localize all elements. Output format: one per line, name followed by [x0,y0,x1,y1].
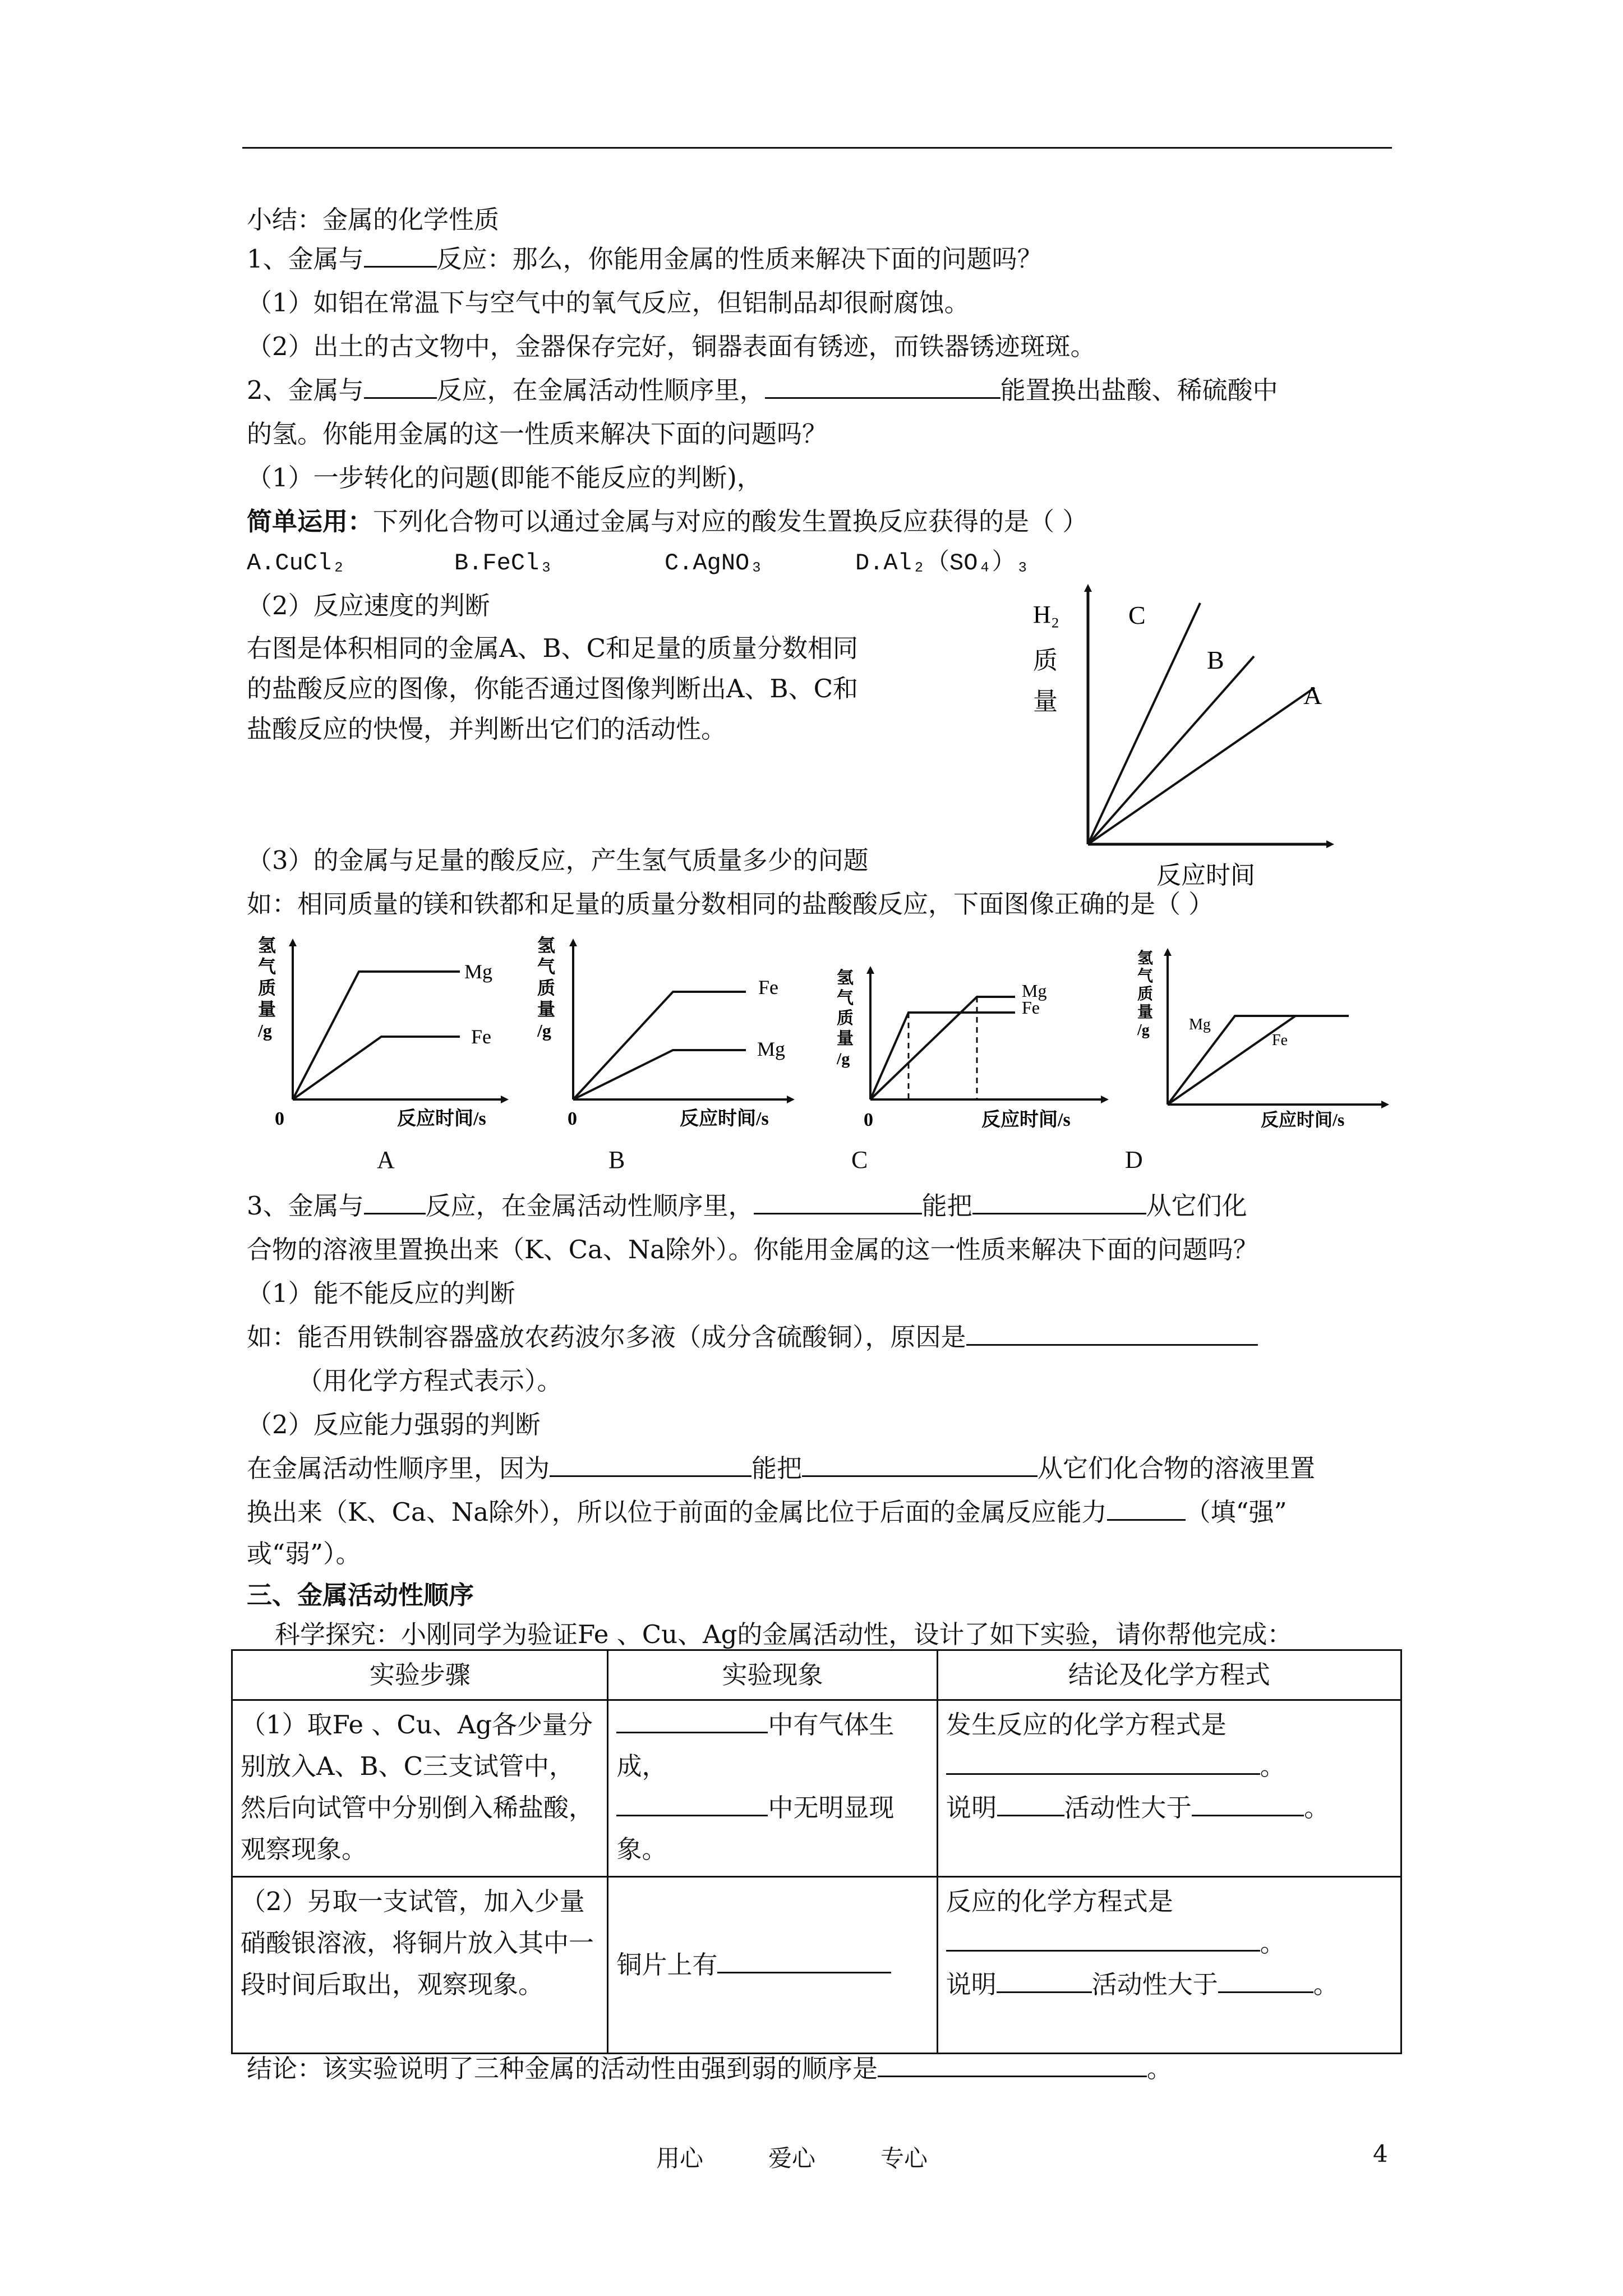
series-line-b [1088,656,1254,844]
mini-chart-b-bottom-label: Mg [757,1038,786,1060]
mini-chart-b-letter: B [608,1146,625,1174]
table-cell-conclusion: 反应的化学方程式是。 说明 活动性大于 。 [937,1877,1401,2054]
option-a[interactable]: A.CuCl₂ [247,550,346,577]
rate-chart-ylabel-h2: H₂ [1033,601,1060,628]
table-cell-step: （2）另取一支试管，加入少量硝酸银溶液，将铜片放入其中一段时间后取出，观察现象。 [232,1877,608,2054]
blank[interactable] [802,1453,1038,1477]
mini-chart-d-fe-line [1168,1016,1295,1105]
svg-text:质: 质 [537,978,556,998]
table-cell-conclusion: 发生反应的化学方程式是。 说明 活动性大于 。 [937,1700,1401,1877]
blank[interactable] [972,1190,1146,1214]
mini-chart-a-xlabel: 反应时间/s [397,1108,486,1129]
option-b[interactable]: B.FeCl₃ [454,550,554,577]
section-3-p2: （2）反应能力强弱的判断 [247,1410,541,1439]
mini-chart-b-xlabel: 反应时间/s [680,1108,769,1129]
series-label-a: A [1303,681,1322,710]
series-label-c: C [1128,601,1146,629]
section-2-p3-text: 如：相同质量的镁和铁都和足量的质量分数相同的盐酸酸反应，下面图像正确的是（ ） [247,889,1214,919]
blank[interactable] [1218,1969,1313,1993]
mini-chart-c-origin: 0 [864,1110,873,1130]
mini-chart-c-ylabel [836,969,854,1068]
rate-chart [1009,572,1357,898]
blank[interactable] [997,1969,1092,1993]
mini-chart-b-origin: 0 [568,1108,577,1129]
mini-chart-c [824,962,1116,1147]
section-2-p2-text: 右图是体积相同的金属A、B、C和足量的质量分数相同的盐酸反应的图像，你能否通过图像判断出A、B、C和盐酸反应的快慢，并判断出它们的活动性。 [247,633,858,744]
svg-text:质: 质 [258,978,276,998]
series-line-c [1088,603,1200,844]
svg-text:/g: /g [258,1020,272,1041]
svg-text:气: 气 [537,956,556,977]
section-3-p2-line1: 在金属活动性顺序里，因为 能把 从它们化合物的溶液里置 [247,1453,1316,1483]
conclusion: 结论：该实验说明了三种金属的活动性由强到弱的顺序是 。 [247,2054,1173,2083]
svg-text:/g: /g [537,1020,551,1041]
svg-text:/g: /g [837,1050,850,1068]
section-heading: 三、金属活动性顺序 [247,1580,474,1610]
mini-chart-c-xlabel: 反应时间/s [981,1110,1071,1130]
mini-chart-d-top-label: Mg [1189,1016,1211,1033]
svg-text:气: 气 [258,956,276,977]
mini-chart-d-xlabel: 反应时间/s [1261,1110,1345,1130]
section-3-p1: （1）能不能反应的判断 [247,1278,515,1308]
mini-chart-b-fe-line [573,992,746,1099]
section-1-line: 1、金属与 反应：那么，你能用金属的性质来解决下面的问题吗？ [247,244,1043,274]
footer-motto-2: 爱心 [768,2145,816,2172]
blank[interactable] [616,1709,768,1733]
mini-chart-c-fe-line [870,1013,1015,1099]
table-header-row [232,1650,1401,1700]
mini-chart-a-bottom-label: Fe [471,1025,491,1048]
series-line-a [1088,688,1315,844]
section-intro: 科学探究：小刚同学为验证Fe 、Cu、Ag的金属活动性，设计了如下实验，请你帮他完成： [275,1619,1293,1649]
mini-chart-d-ylabel [1137,949,1153,1039]
blank[interactable] [997,1792,1064,1816]
blank[interactable] [765,375,1000,399]
table-cell-observation: 铜片上有 [608,1877,937,2054]
blank[interactable] [754,1190,922,1214]
mini-chart-b-ylabel [537,935,555,1041]
mini-chart-c-bottom-label: Fe [1022,997,1040,1018]
mini-chart-a [247,931,527,1139]
blank[interactable] [1107,1497,1186,1521]
section-2-line2: 的氢。你能用金属的这一性质来解决下面的问题吗？ [247,419,828,449]
section-2-p2: （2）反应速度的判断 [247,591,490,620]
mini-chart-c-letter: C [851,1146,868,1174]
blank[interactable] [364,243,437,268]
footer-motto-3: 专心 [880,2145,928,2172]
mini-chart-d-letter: D [1125,1146,1143,1174]
blank[interactable] [1192,1792,1304,1816]
section-3-p2-line2: 换出来（K、Ca、Na除外），所以位于前面的金属比位于后面的金属反应能力 （填“强” [247,1497,1287,1527]
blank[interactable] [966,1322,1258,1346]
blank[interactable] [364,1190,426,1214]
experiment-table [231,1649,1402,2054]
series-label-b: B [1207,646,1224,674]
blank[interactable] [717,1949,891,1973]
table-header: 结论及化学方程式 [937,1650,1401,1700]
section-2-p3: （3）的金属与足量的酸反应，产生氢气质量多少的问题 [247,845,869,875]
mini-chart-b [533,931,813,1139]
section-3-p1-text: 如：能否用铁制容器盛放农药波尔多液（成分含硫酸铜），原因是 [247,1318,1258,1356]
section-3-p1-tail: （用化学方程式表示）。 [297,1366,562,1396]
section-1-q2: （2）出土的古文物中，金器保存完好，铜器表面有锈迹，而铁器锈迹斑斑。 [247,332,1096,361]
section-2-p1: （1）一步转化的问题(即能不能反应的判断)， [247,463,762,493]
page-number: 4 [1373,2140,1388,2168]
blank[interactable] [878,2053,1147,2077]
blank[interactable] [616,1792,768,1816]
svg-text:量: 量 [258,999,276,1019]
simple-application: 简单运用：下列化合物可以通过金属与对应的酸发生置换反应获得的是（ ） [247,507,1088,536]
table-header: 实验现象 [608,1650,937,1700]
table-cell-step: （1）取Fe 、Cu、Ag各少量分别放入A、B、C三支试管中，然后向试管中分别倒入稀盐酸，观察现象。 [232,1700,608,1877]
rate-chart-ylabel-2: 量 [1033,688,1058,715]
svg-text:/g: /g [1137,1022,1150,1039]
table-cell-observation: 中有气体生成， 中无明显现象。 [608,1700,937,1877]
mini-chart-c-top-label: Mg [1022,981,1047,1001]
mini-chart-b-top-label: Fe [758,976,778,999]
section-3-line2: 合物的溶液里置换出来（K、Ca、Na除外）。你能用金属的这一性质来解决下面的问题吗？ [247,1235,1258,1264]
svg-text:质: 质 [1137,986,1154,1003]
summary-title: 小结：金属的化学性质 [247,205,500,234]
blank[interactable] [550,1453,751,1477]
table-row [232,1700,1401,1877]
mini-chart-a-origin: 0 [275,1108,284,1129]
section-3-line: 3、金属与 反应，在金属活动性顺序里， 能把 从它们化 [247,1191,1247,1221]
section-1-q1: （1）如铝在常温下与空气中的氧气反应，但铝制品却很耐腐蚀。 [247,288,970,318]
mini-chart-d [1127,945,1396,1136]
section-3-p2-line3: 或“弱”）。 [247,1539,361,1568]
option-d[interactable]: D.Al₂（SO₄）₃ [855,550,1030,577]
mini-chart-d-bottom-label: Fe [1272,1032,1288,1049]
mini-chart-a-fe-line [293,1037,460,1099]
blank[interactable] [946,1927,1260,1952]
svg-text:气: 气 [1137,968,1154,985]
svg-text:量: 量 [537,999,556,1019]
svg-text:量: 量 [837,1029,854,1048]
blank[interactable] [946,1751,1260,1775]
rate-chart-ylabel-1: 质 [1033,647,1058,674]
rate-chart-xlabel: 反应时间 [1156,862,1255,889]
svg-text:氢: 氢 [1137,950,1154,967]
table-row [232,1877,1401,2054]
mini-chart-a-ylabel [257,935,276,1041]
svg-text:质: 质 [837,1009,854,1028]
svg-text:氢: 氢 [537,935,556,955]
mini-chart-a-top-label: Mg [464,960,493,983]
blank[interactable] [364,375,437,399]
svg-text:氢: 氢 [258,935,276,955]
header-rule [242,147,1392,149]
section-2-line: 2、金属与 反应，在金属活动性顺序里， 能置换出盐酸、稀硫酸中 [247,375,1278,405]
footer-motto-1: 用心 [656,2145,704,2172]
option-c[interactable]: C.AgNO₃ [665,550,764,577]
svg-text:氢: 氢 [837,969,854,987]
svg-text:量: 量 [1137,1004,1154,1021]
svg-text:气: 气 [837,989,854,1007]
mini-chart-a-letter: A [377,1146,395,1174]
mini-chart-b-mg-line [573,1050,746,1099]
table-header: 实验步骤 [232,1650,608,1700]
